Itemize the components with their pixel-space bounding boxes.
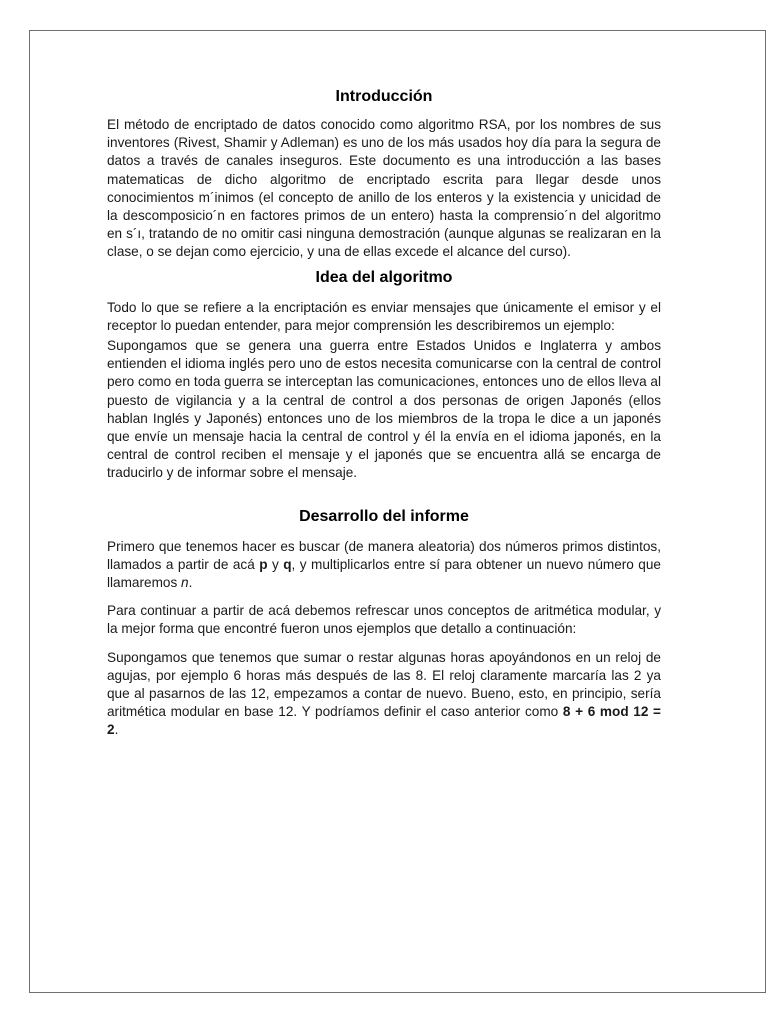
variable-n: n — [181, 575, 189, 591]
modular-formula: 8 + 6 mod 12 = 2 — [107, 704, 661, 738]
document-page — [29, 30, 766, 993]
section-title-introduccion: Introducción — [335, 88, 433, 105]
development-paragraph-1-text: Primero que tenemos hacer es buscar (de manera aleatoria) dos números primos distintos, llamados a partir de acá — [107, 538, 661, 572]
period: . — [188, 575, 193, 591]
development-paragraph-1 — [107, 538, 661, 593]
development-paragraph-1-text-cont: , y multiplicarlos entre sí para obtener un nuevo número que llamaremos — [107, 556, 661, 591]
period: . — [114, 722, 119, 738]
development-paragraph-2: Para continuar a partir de acá debemos refrescar unos conceptos de aritmética modular, y la mejor forma que encontré fueron unos ejemplos que detallo a continuación: — [107, 603, 661, 637]
connector-text: y — [267, 556, 284, 572]
intro-paragraph: El método de encriptado de datos conocido como algoritmo RSA, por los nombres de sus inventores (Rivest, Shamir y Adleman) es uno de los más usados hoy día para la segura de datos a través de canales inseguros. Este documento es una introducción a las bases matematicas de dicho algoritmo de encriptado escrita para llegar desde unos conocimientos m´inimos (el concepto de anillo de los enteros y la existencia y unicidad de la descomposicio´n en factores primos de un entero) hasta la comprensio´n del algoritmo en s´ı, tratando de no omitir casi ninguna demostración (aunque algunas se realizaran en la clase, o se dejan como ejercicio, y una de ellas excede el alcance del curso). — [107, 117, 661, 260]
development-paragraph-3-text: Supongamos que tenemos que sumar o restar algunas horas apoyándonos en un reloj de agujas, por ejemplo 6 horas más después de las 8. El reloj claramente marcaría las 2 ya que al pasarnos de las 12, empezamos a contar de nuevo. Bueno, esto, en principio, sería aritmética modular en base 12. Y podríamos definir el caso anterior como — [107, 649, 661, 720]
development-paragraph-3 — [107, 649, 661, 740]
variable-q: q — [283, 556, 292, 572]
section-title-desarrollo-del-informe: Desarrollo del informe — [299, 507, 469, 525]
idea-paragraph-2: Supongamos que se genera una guerra entre Estados Unidos e Inglaterra y ambos entienden el idioma inglés pero uno de estos necesita comunicarse con la central de control pero como en toda guerra se interceptan las comunicaciones, entonces uno de ellos lleva al puesto de vigilancia y a la central de control a dos personas de origen Japonés (ellos hablan Inglés y Japonés) entonces uno de los miembros de la tropa le dice a un japonés que envíe un mensaje hacia la central de control y él la envía en el idioma japonés, en la central de control reciben el mensaje y el japonés que se encuentra allá se encarga de traducirlo y de informar sobre el mensaje. — [107, 338, 661, 481]
section-title-idea-del-algoritmo: Idea del algoritmo — [315, 268, 453, 286]
variable-p: p — [259, 556, 268, 572]
idea-paragraph-1: Todo lo que se refiere a la encriptación es enviar mensajes que únicamente el emisor y el receptor lo puedan entender, para mejor comprensión les describiremos un ejemplo: — [107, 299, 661, 333]
page-content — [107, 87, 661, 740]
